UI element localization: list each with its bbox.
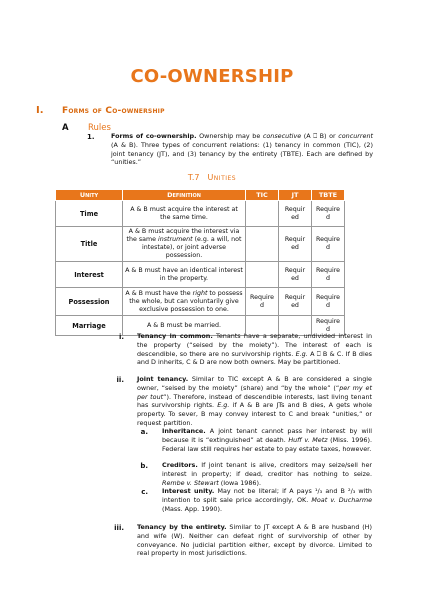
subsection-title: Rules <box>88 123 111 133</box>
item-iii-lead: Tenancy by the entirety. <box>137 523 227 531</box>
rule-text-7: (A & B). Three types of concurrent relations: (1) tenancy in common (TIC), (2) joint tenancy (JT), and (3) tenancy by the entirety (TBTE). Each are defined by “unities.” <box>111 140 373 167</box>
definition-cell <box>123 288 246 316</box>
item-b-text-1: If joint tenant is alive, creditors may seize/sell her interest in property; if dead, creditor has nothing to seize. <box>162 461 372 478</box>
item-i-number: i. <box>118 333 124 341</box>
definition-text-italic: instrument <box>158 236 193 243</box>
item-c-text-3: (Mass. App. 1990). <box>162 504 222 513</box>
tic-cell <box>246 201 279 227</box>
jt-cell: Requir ed <box>279 201 312 227</box>
item-c-number: c. <box>141 488 148 496</box>
table-caption <box>0 173 424 182</box>
table-row <box>56 262 345 288</box>
definition-text: A & B must acquire the interest at the same time. <box>130 205 238 221</box>
rule-text-2: consecutive <box>262 132 302 140</box>
unity-cell: Title <box>56 227 123 262</box>
unity-cell: Marriage <box>56 316 123 336</box>
item-ii-text-3: ”). Therefore, instead of descendible interests, last living tenant has survivorship rights. <box>137 392 372 410</box>
unity-cell: Interest <box>56 262 123 288</box>
item-b-text-2: Rembe v. Stewart <box>162 478 219 487</box>
definition-text-italic: right <box>192 289 208 297</box>
jt-cell: Requir ed <box>279 262 312 288</box>
item-ii-text-4: E.g. <box>217 401 230 410</box>
item-a-text <box>162 427 372 453</box>
header-tic: TIC <box>246 190 279 201</box>
item-b-text <box>162 461 372 487</box>
table-row <box>56 227 345 262</box>
item-iii-text <box>137 523 372 558</box>
header-jt: JT <box>279 190 312 201</box>
table-caption-number: T.7 <box>187 173 200 182</box>
table-caption-title: Unities <box>207 173 237 182</box>
item-i-text-2: E.g. <box>295 349 308 358</box>
rule-paragraph <box>111 132 373 167</box>
item-iii-number: iii. <box>114 524 124 532</box>
jt-cell: Requir ed <box>279 288 312 316</box>
table-row <box>56 288 345 316</box>
tbte-cell: Require d <box>312 316 345 336</box>
definition-text-a: A & B must acquire the interest via the same <box>126 228 240 243</box>
tbte-cell: Require d <box>312 227 345 262</box>
definition-cell <box>123 227 246 262</box>
rule-text-1: Ownership may be <box>196 132 263 140</box>
item-b-text-3: (Iowa 1986). <box>218 478 262 487</box>
rule-text-5: B) or <box>317 132 339 140</box>
item-ii-text-2: per my et per tout <box>137 383 372 401</box>
definition-cell <box>123 201 246 227</box>
rule-text-6: concurrent <box>338 132 373 140</box>
item-i-text <box>137 332 372 367</box>
item-ii-text-5: if A & B are JTs and B dies, A gets whole property. To sever, B may convey interest to C and break “unities,” or request partition. <box>137 401 372 427</box>
arrow-symbol: ⎕ <box>313 132 318 140</box>
tic-cell <box>246 262 279 288</box>
item-a-text-2: Huff v. Metz <box>288 435 328 444</box>
item-c-lead: Interest unity. <box>162 487 215 495</box>
section-title: Forms of Co-ownership <box>62 106 165 116</box>
section-number: I. <box>36 105 44 116</box>
table-row <box>56 201 345 227</box>
definition-cell <box>123 262 246 288</box>
definition-text-b: (e.g. a will, not intestate), or joint adverse possession. <box>142 236 242 259</box>
subsection-letter: A <box>62 123 69 133</box>
page-title: CO-OWNERSHIP <box>130 66 294 87</box>
rule-number: 1. <box>87 133 95 141</box>
item-iii-text-1: Similar to JT except A & B are husband (H) and wife (W). Neither can defeat right of survivorship of other by conveyance. No judicial partition either, except by divorce. Limited to real property in most jurisdictions. <box>137 523 372 558</box>
definition-text: A & B must have an identical interest in the property. <box>125 266 243 282</box>
header-unity: Unity <box>56 190 123 201</box>
tic-cell: Require d <box>246 288 279 316</box>
header-definition: Definition <box>123 190 246 201</box>
table-header-row <box>56 190 345 201</box>
item-c-text <box>162 487 372 513</box>
tbte-cell: Require d <box>312 288 345 316</box>
unity-cell: Possession <box>56 288 123 316</box>
definition-text-b: to possess the whole, but can voluntarily give exclusive possession to one. <box>129 289 243 313</box>
item-a-number: a. <box>140 428 148 436</box>
item-ii-number: ii. <box>116 376 124 384</box>
item-i-text-1: Tenants have a separate, undivided interest in the property (“seised by the moiety”). The interest of each is descendible, so there are no survivorship rights. <box>137 332 372 358</box>
item-ii-lead: Joint tenancy. <box>137 375 189 383</box>
item-c-text-2: Moat v. Ducharme <box>311 495 372 504</box>
item-ii-text <box>137 375 372 428</box>
item-c-text-1: May not be literal; if A pays ¹/₃ and B ²/₃ with intention to split sale price accordingly, OK. <box>162 487 372 504</box>
item-b-lead: Creditors. <box>162 461 198 469</box>
item-b-number: b. <box>140 462 148 470</box>
header-tbte: TBTE <box>312 190 345 201</box>
unity-cell: Time <box>56 201 123 227</box>
jt-cell: Requir ed <box>279 227 312 262</box>
item-i-lead: Tenancy in common. <box>137 332 213 340</box>
item-a-lead: Inheritance. <box>162 427 206 435</box>
item-i-text-3: A ⎕ B & C. If B dies and D inherits, C & D are now both owners. May be partitioned. <box>137 349 372 367</box>
rule-lead: Forms of co-ownership. <box>111 132 197 140</box>
tic-cell <box>246 227 279 262</box>
tbte-cell: Require d <box>312 201 345 227</box>
item-a-text-3: (Miss. 1996). Federal law still requires her estate to pay estate taxes, however. <box>162 435 372 453</box>
item-a-text-1: A joint tenant cannot pass her interest by will because it is “extinguished” at death. <box>162 427 372 444</box>
item-ii-text-1: Similar to TIC except A & B are considered a single owner, “seised by the moiety” (share) and “by the whole” (“ <box>137 375 372 392</box>
definition-text-a: A & B must have the <box>125 289 193 297</box>
rule-text-3: (A <box>301 132 314 140</box>
unities-table <box>55 189 345 336</box>
definition-text: A & B must be married. <box>147 321 221 329</box>
tbte-cell: Require d <box>312 262 345 288</box>
